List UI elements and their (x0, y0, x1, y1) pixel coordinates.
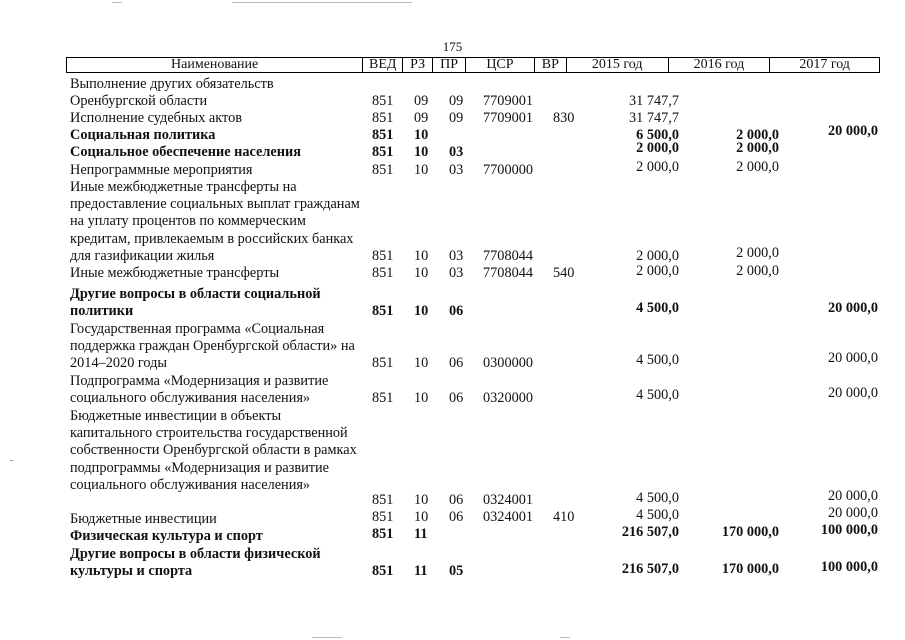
row-2017: 20 000,0 (827, 488, 878, 504)
row-csr: 0324001 (483, 509, 534, 525)
row-ved: 851 (372, 355, 394, 371)
row-ved: 851 (372, 265, 394, 281)
row-ved: 851 (372, 127, 394, 143)
row-pr: 03 (449, 248, 464, 264)
row-rz: 10 (414, 355, 429, 371)
row-csr: 0324001 (483, 492, 534, 508)
header-vr: ВР (535, 58, 567, 72)
row-rz: 10 (414, 509, 429, 525)
row-pr: 09 (449, 110, 464, 126)
row-ved: 851 (372, 390, 394, 406)
row-2015: 2 000,0 (636, 263, 679, 279)
header-name: Наименование (67, 58, 363, 72)
row-pr: 06 (449, 355, 464, 371)
row-2015: 2 000,0 (636, 140, 679, 156)
row-rz: 10 (414, 127, 429, 143)
row-2015: 2 000,0 (636, 159, 679, 175)
row-csr: 7700000 (483, 162, 534, 178)
row-2015: 2 000,0 (636, 248, 679, 264)
row-2015: 4 500,0 (636, 507, 679, 523)
row-2016: 2 000,0 (736, 140, 779, 156)
row-ved: 851 (372, 248, 394, 264)
row-pr: 06 (449, 509, 464, 525)
row-vr: 830 (553, 110, 575, 126)
header-pr: ПР (433, 58, 466, 72)
row-rz: 09 (414, 93, 429, 109)
row-ved: 851 (372, 509, 394, 525)
header-ved: ВЕД (363, 58, 403, 72)
row-ved: 851 (372, 303, 394, 319)
row-pr: 06 (449, 303, 464, 319)
scan-edge-mark (232, 2, 412, 3)
row-2015: 216 507,0 (621, 524, 679, 540)
row-name: Иные межбюджетные трансферты на предоставление социальных выплат гражданам на уплату процентов по коммерческим кредитам, привлекаемым в российских банках для газификации жилья (70, 179, 360, 264)
scan-dot (10, 460, 13, 461)
row-name: Выполнение других обязательств Оренбургской области (70, 76, 274, 110)
row-2015: 4 500,0 (636, 490, 679, 506)
row-pr: 03 (449, 144, 464, 160)
row-rz: 10 (414, 162, 429, 178)
row-ved: 851 (372, 526, 394, 542)
row-2016: 170 000,0 (721, 561, 779, 577)
row-2016: 2 000,0 (736, 159, 779, 175)
row-pr: 03 (449, 265, 464, 281)
row-2015: 4 500,0 (636, 352, 679, 368)
row-csr: 0300000 (483, 355, 534, 371)
row-2015: 31 747,7 (628, 93, 679, 109)
row-rz: 10 (414, 248, 429, 264)
row-ved: 851 (372, 563, 394, 579)
row-2017: 100 000,0 (820, 559, 878, 575)
row-2015: 6 500,0 (636, 127, 679, 143)
row-name: Социальная политика (70, 127, 216, 143)
row-rz: 11 (414, 563, 428, 579)
header-rz: РЗ (403, 58, 433, 72)
row-2016: 2 000,0 (736, 263, 779, 279)
row-2017: 20 000,0 (827, 123, 878, 139)
page-number: 175 (442, 39, 463, 54)
row-2016: 2 000,0 (736, 127, 779, 143)
header-2017: 2017 год (799, 57, 850, 72)
row-2015: 4 500,0 (636, 300, 679, 316)
row-2015: 216 507,0 (621, 561, 679, 577)
row-pr: 06 (449, 492, 464, 508)
row-name: Непрограммные мероприятия (70, 162, 253, 178)
row-csr: 7709001 (483, 93, 534, 109)
row-pr: 03 (449, 162, 464, 178)
row-2017: 20 000,0 (827, 505, 878, 521)
row-name: Другие вопросы в области физической культуры и спорта (70, 546, 321, 580)
header-2015: 2015 год (567, 58, 669, 72)
row-rz: 11 (414, 526, 428, 542)
header-csr: ЦСР (466, 58, 535, 72)
row-csr: 7708044 (483, 248, 534, 264)
row-vr: 410 (553, 509, 575, 525)
scan-edge-mark (112, 2, 122, 3)
row-ved: 851 (372, 492, 394, 508)
row-rz: 10 (414, 390, 429, 406)
row-pr: 06 (449, 390, 464, 406)
scan-edge-mark (560, 637, 570, 638)
row-name: Бюджетные инвестиции (70, 511, 217, 527)
row-2017: 20 000,0 (827, 300, 878, 316)
row-ved: 851 (372, 144, 394, 160)
row-rz: 10 (414, 144, 429, 160)
scan-edge-mark (312, 637, 342, 638)
row-ved: 851 (372, 162, 394, 178)
row-rz: 10 (414, 492, 429, 508)
row-name: Бюджетные инвестиции в объекты капитального строительства государственной собственности Оренбургской области в рамках подпрограммы «Модернизация и развитие социального обслуживания населения» (70, 408, 357, 493)
row-2016: 170 000,0 (721, 524, 779, 540)
row-name: Иные межбюджетные трансферты (70, 265, 280, 281)
row-2017: 20 000,0 (827, 385, 878, 401)
row-rz: 09 (414, 110, 429, 126)
row-ved: 851 (372, 93, 394, 109)
row-rz: 10 (414, 303, 429, 319)
row-2017: 20 000,0 (827, 350, 878, 366)
row-name: Физическая культура и спорт (70, 528, 263, 544)
row-2015: 4 500,0 (636, 387, 679, 403)
row-name: Социальное обеспечение населения (70, 144, 301, 160)
row-2016: 2 000,0 (736, 245, 779, 261)
row-pr: 05 (449, 563, 464, 579)
row-2017: 100 000,0 (820, 522, 878, 538)
row-ved: 851 (372, 110, 394, 126)
row-name: Подпрограмма «Модернизация и развитие социального обслуживания населения» (70, 373, 329, 407)
row-name: Другие вопросы в области социальной политики (70, 286, 321, 320)
row-csr: 0320000 (483, 390, 534, 406)
row-rz: 10 (414, 265, 429, 281)
row-2015: 31 747,7 (628, 110, 679, 126)
row-vr: 540 (553, 265, 575, 281)
row-name: Исполнение судебных актов (70, 110, 242, 126)
row-csr: 7709001 (483, 110, 534, 126)
row-name: Государственная программа «Социальная поддержка граждан Оренбургской области» на 2014–2020 годы (70, 321, 355, 372)
header-2016: 2016 год (669, 58, 771, 72)
row-csr: 7708044 (483, 265, 534, 281)
table-header (66, 57, 880, 73)
row-pr: 09 (449, 93, 464, 109)
